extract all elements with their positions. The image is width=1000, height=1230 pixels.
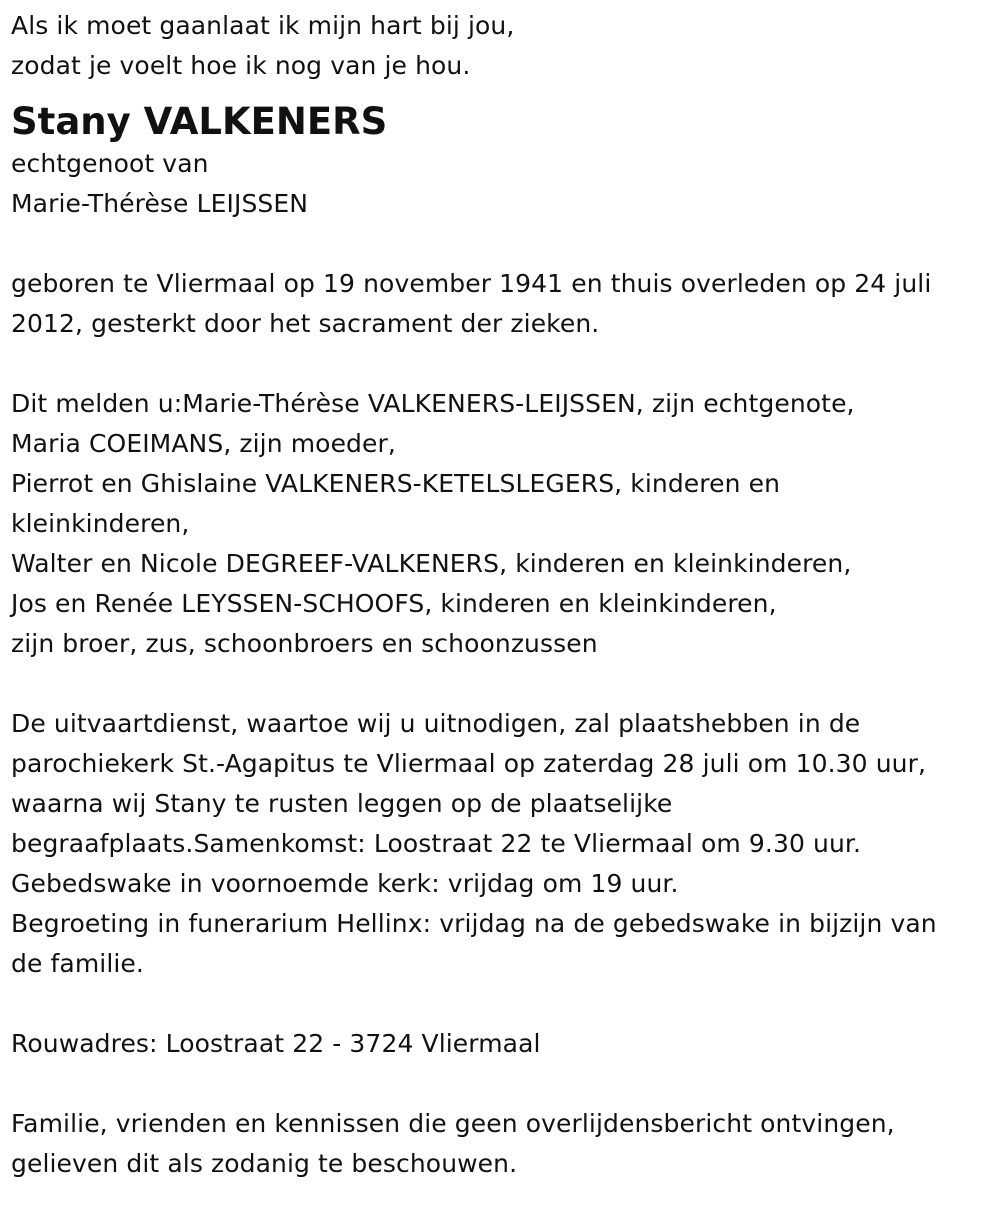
family-line: Jos en Renée LEYSSEN-SCHOOFS, kinderen en kleinkinderen, bbox=[11, 589, 777, 618]
paragraph-line: 2012, gesterkt door het sacrament der zieken. bbox=[11, 309, 600, 338]
funeral-line: De uitvaartdienst, waartoe wij u uitnodigen, zal plaatshebben in de bbox=[11, 709, 861, 738]
poem-line: Als ik moet gaanlaat ik mijn hart bij jou, bbox=[11, 11, 515, 40]
funeral-line: de familie. bbox=[11, 949, 144, 978]
funeral-line: Gebedswake in voornoemde kerk: vrijdag om 19 uur. bbox=[11, 869, 679, 898]
paragraph-line: geboren te Vliermaal op 19 november 1941 en thuis overleden op 24 juli bbox=[11, 269, 932, 298]
closing-line: gelieven dit als zodanig te beschouwen. bbox=[11, 1149, 518, 1178]
birth-death-paragraph bbox=[11, 264, 996, 344]
family-line: Dit melden u:Marie-Thérèse VALKENERS-LEIJSSEN, zijn echtgenote, bbox=[11, 389, 855, 418]
funeral-line: Begroeting in funerarium Hellinx: vrijdag na de gebedswake in bijzijn van bbox=[11, 909, 937, 938]
spacer bbox=[11, 664, 996, 704]
family-line: Walter en Nicole DEGREEF-VALKENERS, kinderen en kleinkinderen, bbox=[11, 549, 852, 578]
mourning-address: Rouwadres: Loostraat 22 - 3724 Vliermaal bbox=[11, 1029, 541, 1058]
family-line: zijn broer, zus, schoonbroers en schoonzussen bbox=[11, 629, 598, 658]
closing-line: Familie, vrienden en kennissen die geen overlijdensbericht ontvingen, bbox=[11, 1109, 895, 1138]
spacer bbox=[11, 1064, 996, 1104]
funeral-paragraph bbox=[11, 704, 996, 984]
funeral-line: parochiekerk St.-Agapitus te Vliermaal op zaterdag 28 juli om 10.30 uur, bbox=[11, 749, 927, 778]
spouse-name: Marie-Thérèse LEIJSSEN bbox=[11, 189, 309, 218]
spacer bbox=[11, 224, 996, 264]
closing-paragraph bbox=[11, 1104, 996, 1184]
spacer bbox=[11, 344, 996, 384]
funeral-line: waarna wij Stany te rusten leggen op de plaatselijke bbox=[11, 789, 673, 818]
family-paragraph bbox=[11, 384, 996, 664]
spacer bbox=[11, 984, 996, 1024]
family-line: Maria COEIMANS, zijn moeder, bbox=[11, 429, 396, 458]
poem-line: zodat je voelt hoe ik nog van je hou. bbox=[11, 51, 471, 80]
family-line: Pierrot en Ghislaine VALKENERS-KETELSLEGERS, kinderen en bbox=[11, 469, 781, 498]
deceased-name: Stany VALKENERS bbox=[11, 100, 388, 143]
death-notice bbox=[11, 6, 996, 1184]
poem bbox=[11, 6, 996, 86]
relation-text: echtgenoot van bbox=[11, 149, 209, 178]
funeral-line: begraafplaats.Samenkomst: Loostraat 22 te Vliermaal om 9.30 uur. bbox=[11, 829, 862, 858]
family-line: kleinkinderen, bbox=[11, 509, 190, 538]
